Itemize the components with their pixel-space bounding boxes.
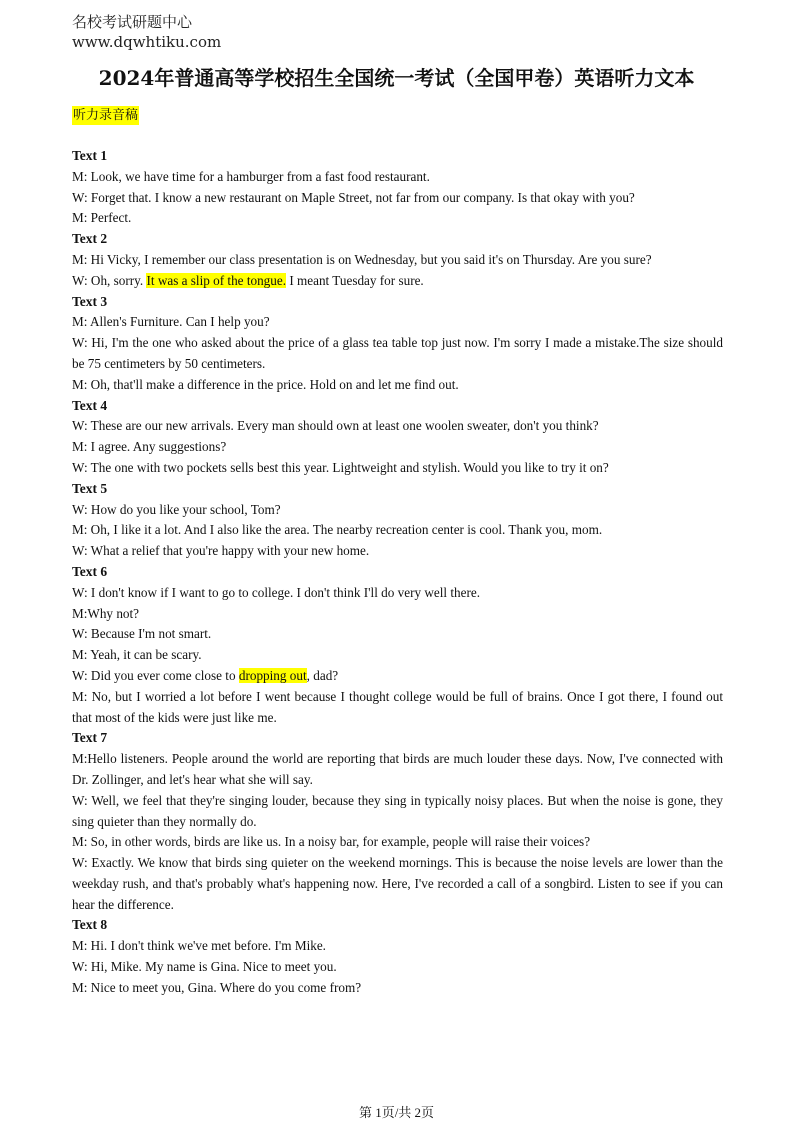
dialogue-line: W: The one with two pockets sells best this year. Lightweight and stylish. Would you like to try it on? [72,459,609,475]
text-heading: Text 3 [72,293,108,309]
dialogue-line: M: So, in other words, birds are like us. In a noisy bar, for example, people will raise their voices? [72,834,591,850]
dialogue-line: W: I don't know if I want to go to college. I don't think I'll do very well there. [72,584,481,600]
dialogue-line: W: Because I'm not smart. [72,626,212,642]
page-title: 2024年普通高等学校招生全国统一考试（全国甲卷）英语听力文本 [98,66,695,90]
dialogue-line: W: How do you like your school, Tom? [72,501,281,517]
dialogue-line: M: Look, we have time for a hamburger from a fast food restaurant. [72,168,430,184]
dialogue-line: M: No, but I worried a lot before I went because I thought college would be full of brains. Once I got there, I found out that most of the kids were just like me. [72,688,723,725]
text-heading: Text 6 [72,563,108,579]
line-text: I meant Tuesday for sure. [286,272,424,288]
dialogue-line: W: What a relief that you're happy with your new home. [72,543,370,559]
text-heading: Text 7 [72,730,108,746]
dialogue-line: M: Perfect. [72,210,132,226]
text-heading: Text 8 [72,917,108,933]
dialogue-line: M: Hi. I don't think we've met before. I'm Mike. [72,938,326,954]
text-heading: Text 5 [72,480,108,496]
dialogue-line: W: Exactly. We know that birds sing quieter on the weekend mornings. This is because the noise levels are lower than the weekday rush, and that's probably what's happening now. Here, I've recorded a call of a songbird. Listen to see if you can hear the difference. [72,855,723,912]
dialogue-line: M:Hello listeners. People around the world are reporting that birds are much louder these days. Now, I've connected with Dr. Zollinger, and let's hear what she will say. [72,751,723,787]
text-heading: Text 2 [72,231,108,247]
site-name: 名校考试研题中心 [72,13,193,31]
dialogue-line: M: Hi Vicky, I remember our class presentation is on Wednesday, but you said it's on Thursday. Are you sure? [72,251,652,267]
dialogue-line: M: I agree. Any suggestions? [72,439,227,455]
site-header [72,12,221,52]
dialogue-line: W: Forget that. I know a new restaurant on Maple Street, not far from our company. Is that okay with you? [72,189,635,205]
dialogue-line: W: Hi, Mike. My name is Gina. Nice to meet you. [72,959,337,975]
line-text: W: Did you ever come close to [72,667,239,683]
dialogue-line [72,271,723,292]
dialogue-line: M: Oh, I like it a lot. And I also like the area. The nearby recreation center is cool. Thank you, mom. [72,522,603,538]
site-url[interactable]: www.dqwhtiku.com [72,33,222,51]
page-number: 第 1页/共 2页 [358,1105,435,1120]
dialogue-line: W: These are our new arrivals. Every man should own at least one woolen sweater, don't you think? [72,418,599,434]
text-heading: Text 4 [72,397,108,413]
dialogue-line: M: Yeah, it can be scary. [72,647,202,663]
highlighted-phrase: It was a slip of the tongue. [146,272,287,288]
section-tag: 听力录音稿 [73,108,139,123]
dialogue-line: M: Allen's Furniture. Can I help you? [72,314,270,330]
highlighted-phrase: dropping out [238,667,307,683]
dialogue-line: W: Hi, I'm the one who asked about the price of a glass tea table top just now. I'm sorry I made a mistake.The size should be 75 centimeters by 50 centimeters. [72,335,723,371]
dialogue-line: M: Nice to meet you, Gina. Where do you come from? [72,979,362,995]
text-heading: Text 1 [72,148,108,163]
line-text: W: Oh, sorry. [72,272,147,288]
dialogue-line: M: Oh, that'll make a difference in the price. Hold on and let me find out. [72,376,459,392]
line-text: , dad? [306,667,339,683]
dialogue-line [72,666,723,687]
dialogue-line: W: Well, we feel that they're singing louder, because they sing in typically noisy places. But when the noise is gone, they sing quieter than they normally do. [72,792,723,829]
transcript-body [72,146,723,999]
dialogue-line: M:Why not? [72,605,140,621]
